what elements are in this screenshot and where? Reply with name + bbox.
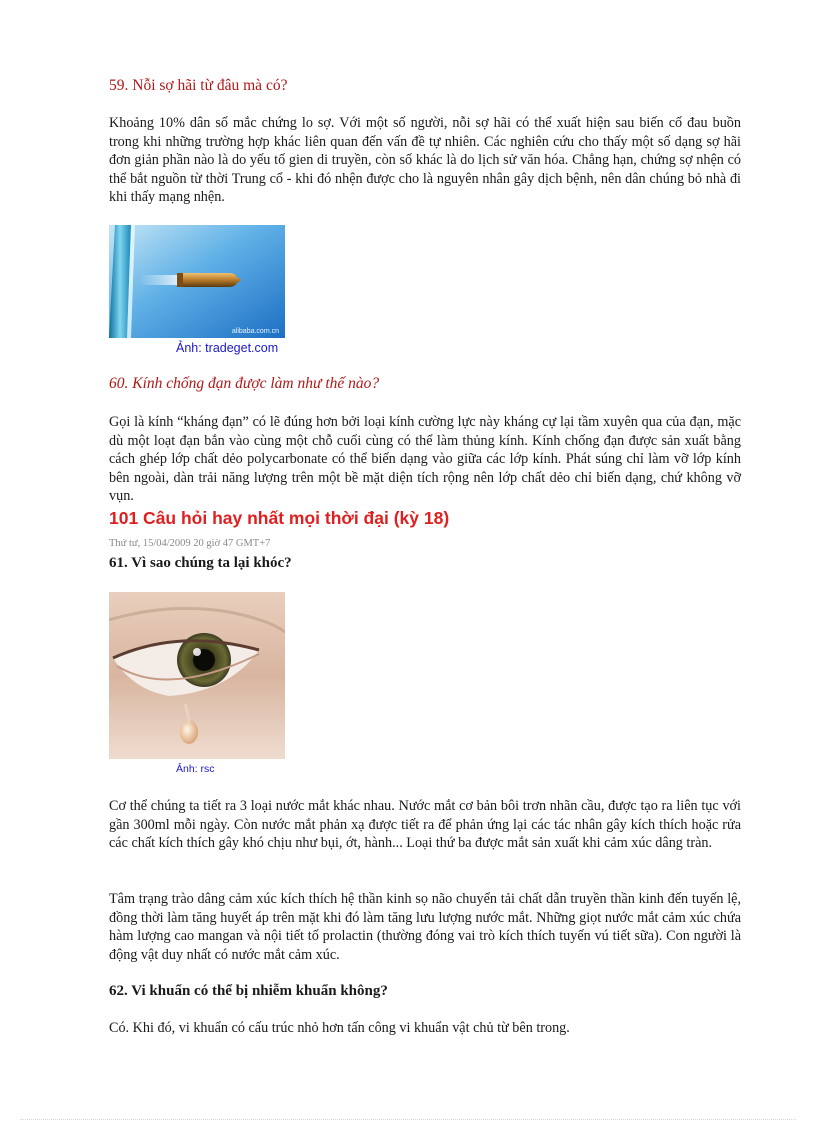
q59-heading: 59. Nỗi sợ hãi từ đâu mà có? [109, 77, 288, 94]
section-title: 101 Câu hỏi hay nhất mọi thời đại (kỳ 18) [109, 508, 450, 528]
bullet-glass-image [109, 225, 285, 338]
crying-eye-image [109, 592, 285, 759]
q61-heading: 61. Vì sao chúng ta lại khóc? [109, 555, 292, 571]
q62-heading: 62. Vi khuẩn có thể bị nhiễm khuẩn không? [109, 983, 388, 999]
q62-body: Có. Khi đó, vi khuẩn có cấu trúc nhỏ hơn tấn công vi khuẩn vật chủ từ bên trong. [109, 1020, 570, 1036]
q60-heading: 60. Kính chống đạn được làm như thế nào? [109, 375, 380, 392]
q61-paragraph-2: Tâm trạng trào dâng cảm xúc kích thích hệ thần kinh sọ não chuyển tải chất dẫn truyền thần kinh đến tuyến lệ, đồng thời làm tăng huyết áp trên mặt khi đó làm tăng lưu lượng nước mắt. Những giọt nước mắt cảm xúc chứa hàm lượng cao mangan và nội tiết tố prolactin (thường đóng vai trò kích thích tuyến vú tiết sữa). Con người là động vật duy nhất có nước mắt cảm xúc. [109, 891, 741, 963]
q61-caption: Ảnh: rsc [176, 763, 215, 775]
q60-body: Gọi là kính “kháng đạn” có lẽ đúng hơn bởi loại kính cường lực này kháng cự lại tầm xuyên qua của đạn, mặc dù một loạt đạn bắn vào cùng một chỗ cuối cùng có thể làm thủng kính. Kính chống đạn được sản xuất bằng cách ghép lớp chất dẻo polycarbonate có thể biến dạng vào giữa các lớp kính. Phát súng chỉ làm vỡ lớp kính bên ngoài, dàn trải năng lượng trên một bề mặt diện tích rộng nên lớp chất dẻo chỉ biến dạng, chứ không vỡ vụn. [109, 414, 741, 505]
article-dateline: Thứ tư, 15/04/2009 20 giờ 47 GMT+7 [109, 538, 271, 549]
page-bottom-divider [20, 1119, 796, 1120]
q61-paragraph-1: Cơ thể chúng ta tiết ra 3 loại nước mắt khác nhau. Nước mắt cơ bản bôi trơn nhãn cầu, được tạo ra liên tục với gần 300ml mỗi ngày. Còn nước mắt phản xạ được tiết ra để phản ứng lại các tác nhân gây kích thích hoặc rửa các chất kích thích gây khó chịu như bụi, ớt, hành... Loại thứ ba được mắt sản xuất khi cảm xúc dâng tràn. [109, 798, 741, 852]
q59-caption: Ảnh: tradeget.com [176, 341, 279, 355]
q59-body: Khoảng 10% dân số mắc chứng lo sợ. Với một số người, nỗi sợ hãi có thể xuất hiện sau biến cố đau buồn trong khi những trường hợp khác liên quan đến vấn đề tự nhiên. Các nghiên cứu cho thấy một số dạng sợ hãi đơn giản phần nào là do yếu tố gien di truyền, còn số khác là do lịch sử văn hóa. Chẳng hạn, chứng sợ nhện có thể bắt nguồn từ thời Trung cổ - khi đó nhện được cho là nguyên nhân gây dịch bệnh, nên dân chúng bỏ nhà đi khi thấy mạng nhện. [109, 115, 741, 206]
image-watermark: alibaba.com.cn [231, 328, 279, 335]
